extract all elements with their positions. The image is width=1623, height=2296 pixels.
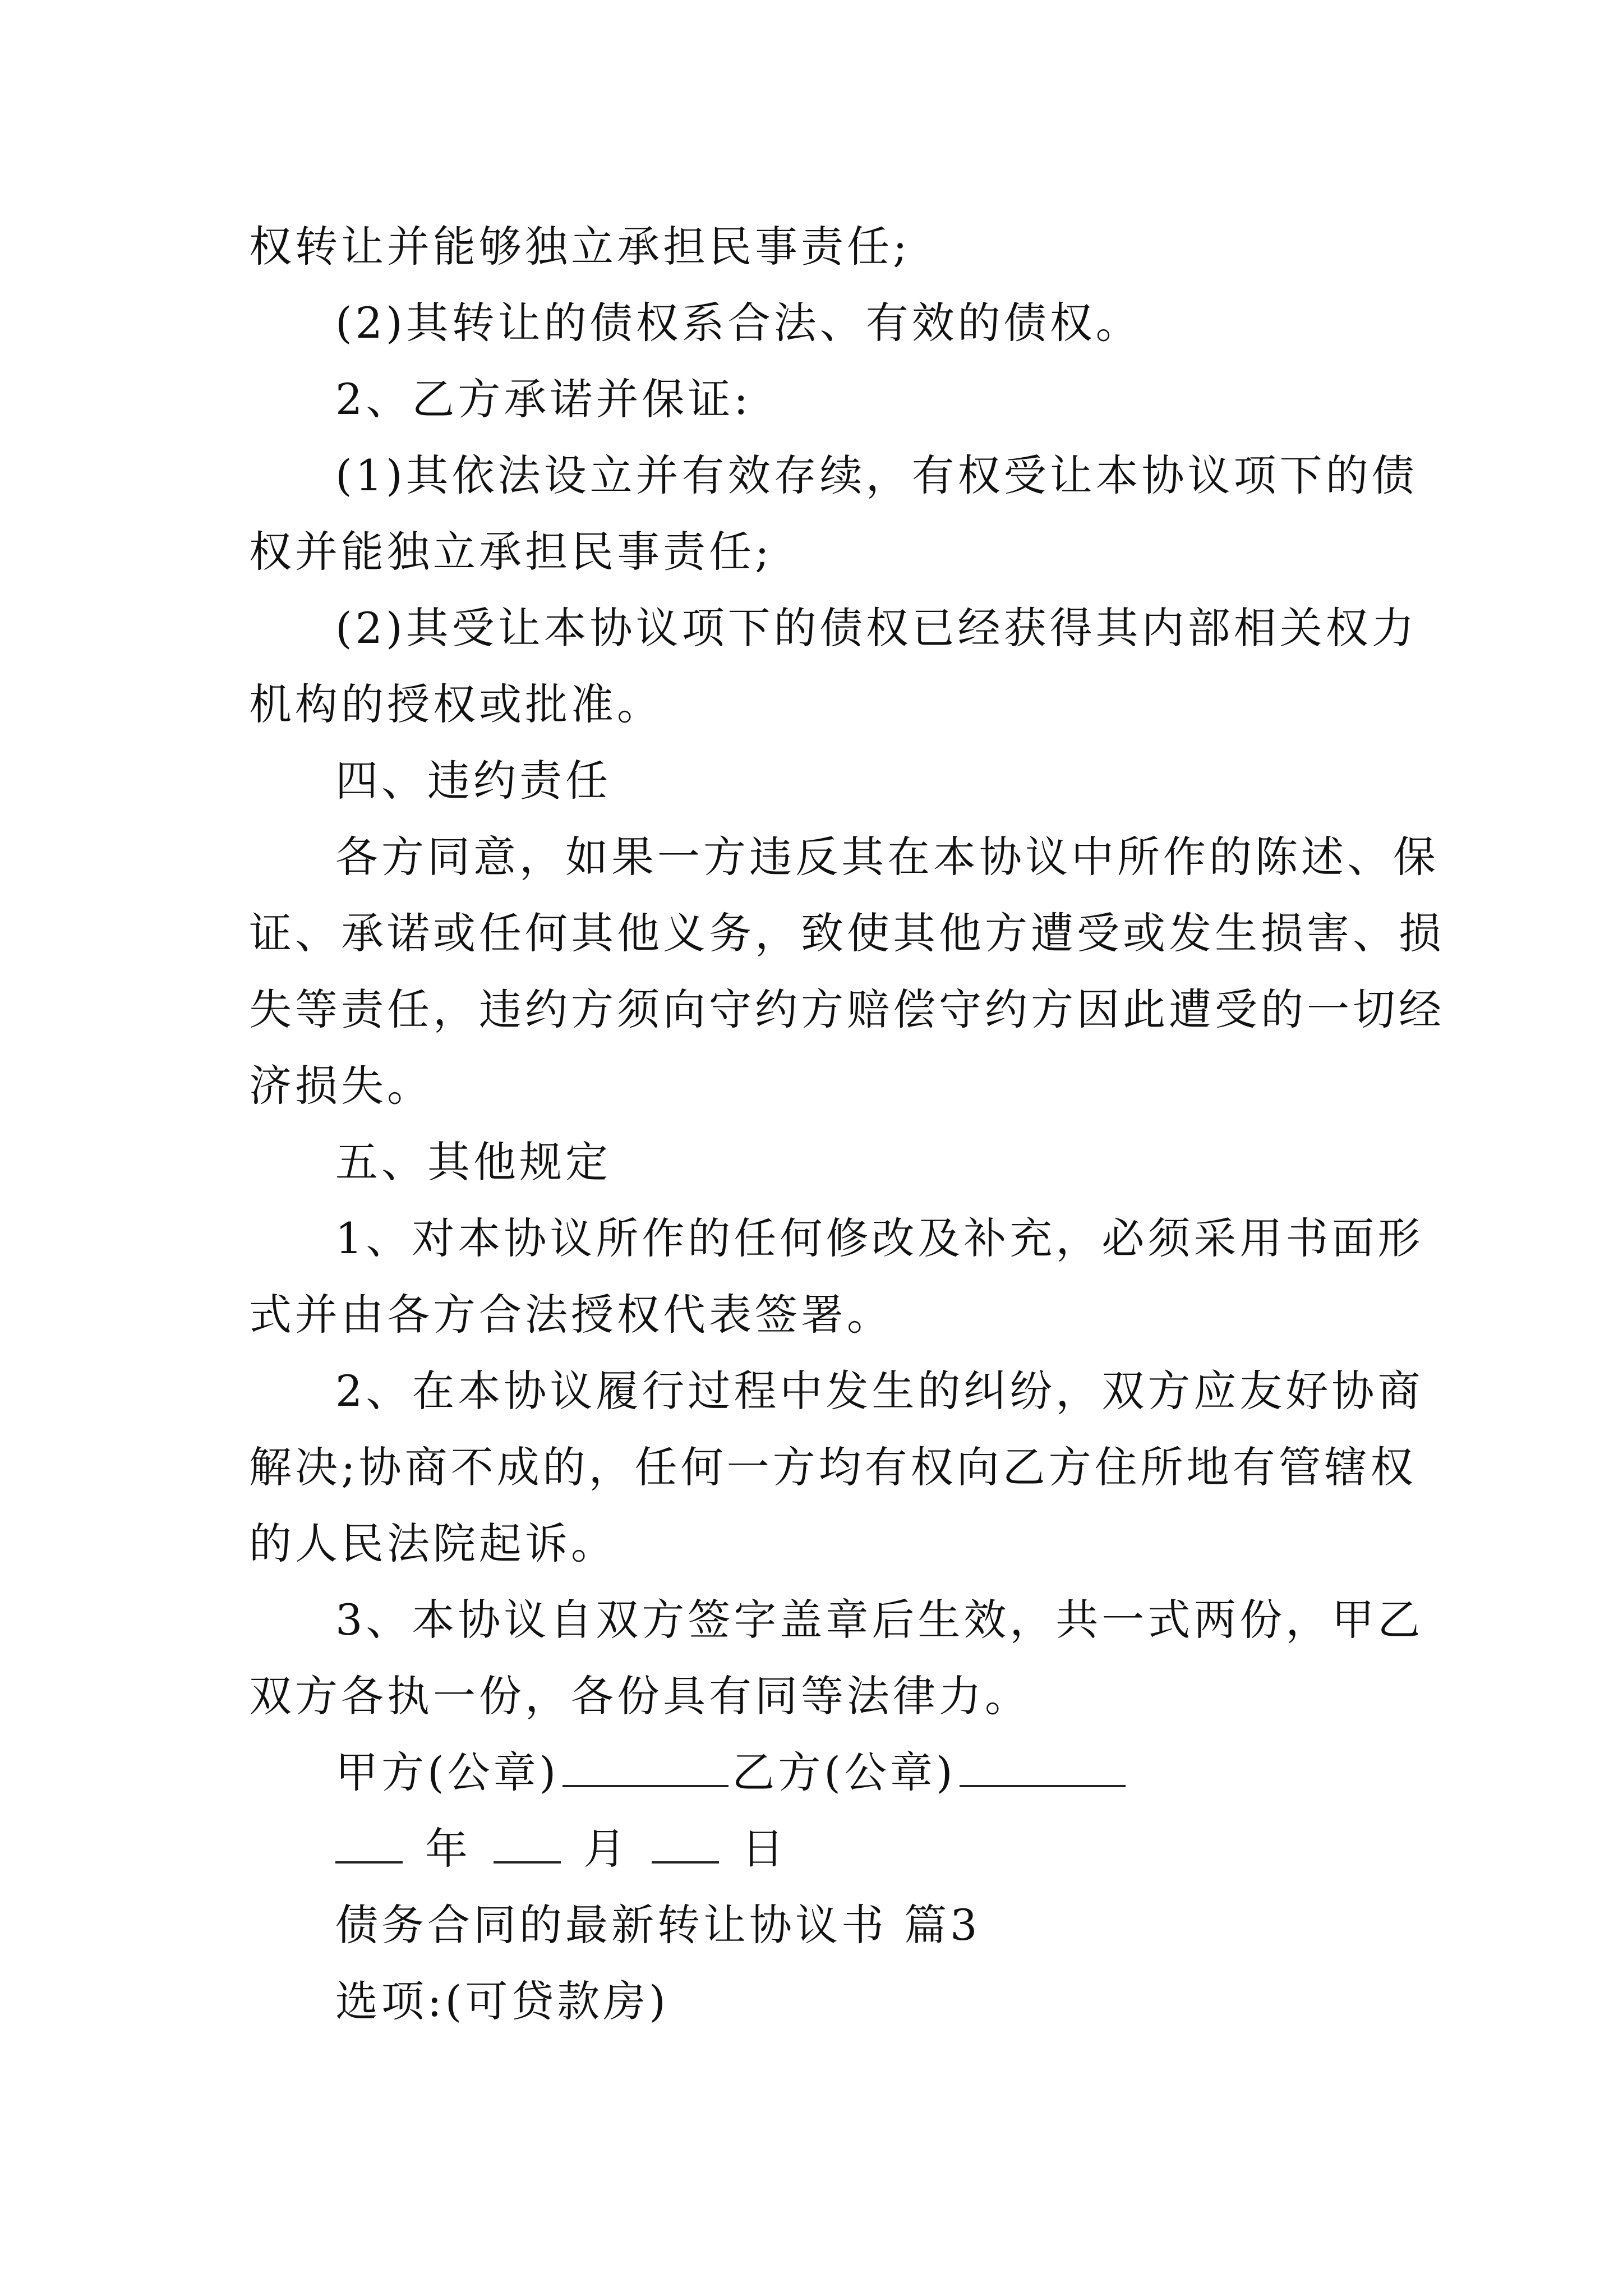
date-line xyxy=(335,1824,1468,1874)
party-a-blank xyxy=(562,1751,728,1787)
option-line: 选项:(可贷款房) xyxy=(335,1976,669,2026)
section-heading: 四、违约责任 xyxy=(335,756,611,806)
paragraph-line: 双方各执一份，各份具有同等法律力。 xyxy=(249,1671,1031,1721)
paragraph-line: 证、承诺或任何其他义务，致使其他方遭受或发生损害、损 xyxy=(249,908,1445,958)
party-b-blank xyxy=(960,1751,1126,1787)
paragraph-line: 3、本协议自双方签字盖章后生效，共一式两份，甲乙 xyxy=(335,1595,1424,1645)
paragraph-line: 1、对本协议所作的任何修改及补充，必须采用书面形 xyxy=(335,1213,1424,1263)
signature-line xyxy=(335,1747,1468,1797)
paragraph-line: 机构的授权或批准。 xyxy=(249,679,663,729)
month-blank xyxy=(494,1828,561,1864)
paragraph-line: (2)其转让的债权系合法、有效的债权。 xyxy=(335,298,1142,348)
year-label: 年 xyxy=(425,1824,471,1874)
paragraph-line: 式并由各方合法授权代表签署。 xyxy=(249,1290,893,1340)
paragraph-line: 2、乙方承诺并保证: xyxy=(335,374,751,424)
party-a-label: 甲方(公章) xyxy=(335,1747,560,1797)
year-blank xyxy=(335,1828,403,1864)
paragraph-line: 权转让并能够独立承担民事责任; xyxy=(249,222,911,272)
paragraph-line: 的人民法院起诉。 xyxy=(249,1519,617,1568)
paragraph-line: 2、在本协议履行过程中发生的纠纷，双方应友好协商 xyxy=(335,1366,1424,1416)
paragraph-line: 解决;协商不成的，任何一方均有权向乙方住所地有管辖权 xyxy=(249,1442,1417,1492)
party-b-label: 乙方(公章) xyxy=(732,1747,956,1797)
paragraph-line: 权并能独立承担民事责任; xyxy=(249,527,773,577)
paragraph-line: 各方同意，如果一方违反其在本协议中所作的陈述、保 xyxy=(335,832,1439,882)
paragraph-line: (1)其依法设立并有效存续，有权受让本协议项下的债 xyxy=(335,450,1418,500)
paragraph-line: 失等责任，违约方须向守约方赔偿守约方因此遭受的一切经 xyxy=(249,984,1445,1034)
section-title: 债务合同的最新转让协议书 篇3 xyxy=(335,1900,981,1950)
paragraph-line: (2)其受让本协议项下的债权已经获得其内部相关权力 xyxy=(335,603,1418,653)
day-blank xyxy=(652,1828,719,1864)
month-label: 月 xyxy=(583,1824,629,1874)
day-label: 日 xyxy=(741,1824,787,1874)
section-heading: 五、其他规定 xyxy=(335,1137,611,1187)
paragraph-line: 济损失。 xyxy=(249,1061,433,1111)
